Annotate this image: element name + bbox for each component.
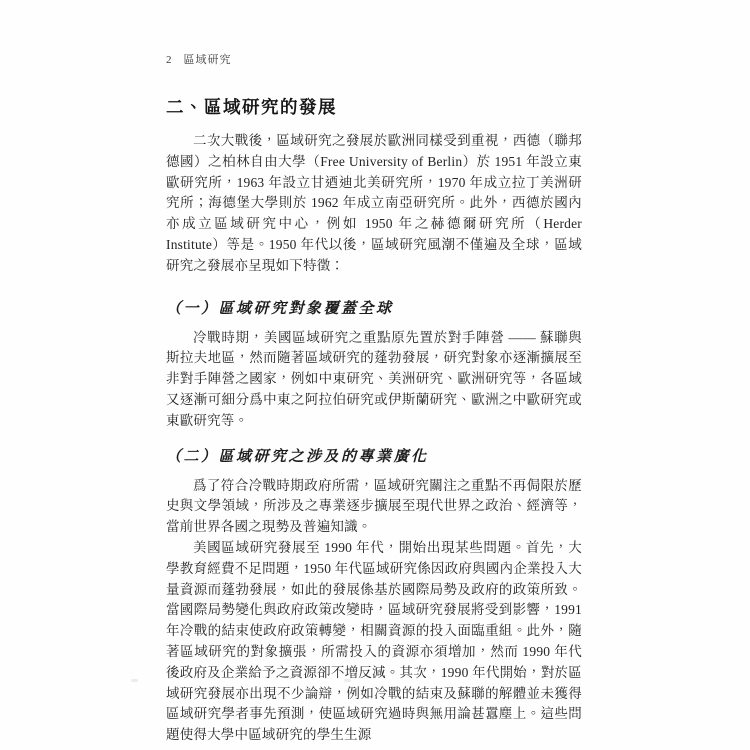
- body-text: [166, 131, 582, 746]
- paragraph-problems: 美國區域研究發展至 1990 年代，開始出現某些問題。首先，大學教育經費不足問題，1950 年代區域研究係因政府與國內企業投入大量資源而蓬勃發展，如此的發展係基於國際局勢及政府的政策所致。當國際局勢變化與政府政策改變時，區域研究發展將受到影響，1991 年冷戰的結束使政府政策轉變，相關資源的投入面臨重組。此外，隨著區域研究的對象擴張，所需投入的資源亦須增加，然而 1990 年代後政府及企業給予之資源卻不增反減。其次，1990 年代開始，對於區域研究發展亦出現不少論辯，例如冷戰的結束及蘇聯的解體並未獲得區域研究學者事先預測，使區域研究過時與無用論甚囂塵上。這些問題使得大學中區域研究的學生生源: [166, 539, 582, 743]
- running-head-title: 區域研究: [183, 54, 232, 66]
- subsection-heading-2: （二）區域研究之涉及的專業廣化: [166, 448, 429, 465]
- running-head: [166, 53, 582, 67]
- paragraph-specialization: 爲了符合冷戰時期政府所需，區域研究關注之重點不再侷限於歷史與文學領域，所涉及之專業逐步擴展至現代世界之政治、經濟等，當前世界各國之現勢及普遍知識。: [166, 477, 582, 535]
- page-number: 2: [166, 54, 172, 66]
- section-heading: 二、區域研究的發展: [166, 97, 337, 117]
- subsection-heading-1: （一）區域研究對象覆蓋全球: [166, 300, 394, 317]
- paragraph-coverage: 冷戰時期，美國區域研究之重點原先置於對手陣營 —— 蘇聯與斯拉夫地區，然而隨著區域研究的蓬勃發展，研究對象亦逐漸擴展至非對手陣營之國家，例如中東研究、美洲研究、歐洲研究等，各區域又逐漸可細分爲中東之阿拉伯研究或伊斯蘭研究、歐洲之中歐研究或東歐研究等。: [166, 329, 582, 428]
- paragraph-intro: 二次大戰後，區域研究之發展於歐洲同樣受到重視，西德（聯邦德國）之柏林自由大學（Free University of Berlin）於 1951 年設立東歐研究所，1963 年設立甘迺迪北美研究所，1970 年成立拉丁美洲研究所；海德堡大學則於 1962 年成立南亞研究所。此外，西德於國內亦成立區域研究中心，例如 1950 年之赫德爾研究所（Herder Institute）等是。1950 年代以後，區域研究風潮不僅遍及全球，區域研究之發展亦呈現如下特徵：: [166, 133, 582, 273]
- text-column: [166, 53, 582, 746]
- scan-smudge: [131, 679, 138, 682]
